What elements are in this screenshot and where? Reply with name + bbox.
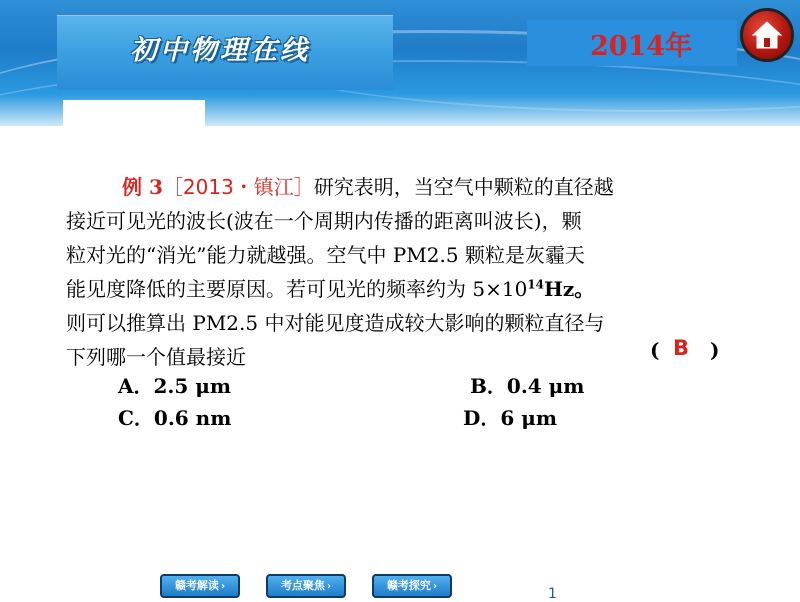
home-icon — [752, 19, 782, 51]
question-text: 能见度降低的主要原因。若可见光的频率约为 5×10 — [66, 277, 528, 301]
question-line-2: 接近可见光的波长(波在一个周期内传播的距离叫波长)，颗 — [66, 209, 582, 233]
option-c: C．0.6 nm — [118, 406, 232, 430]
nav-button-focus[interactable] — [266, 574, 346, 598]
option-b: B．0.4 μm — [470, 374, 585, 398]
question-text: 研究表明，当空气中颗粒的直径越 — [313, 175, 614, 199]
question-line-1 — [122, 170, 614, 204]
answer-value: B — [673, 336, 690, 360]
question-line-4 — [66, 272, 594, 306]
option-a: A．2.5 μm — [118, 374, 232, 398]
home-button[interactable] — [740, 8, 794, 62]
year-label: 2014年 — [590, 31, 693, 62]
question-line-3: 粒对光的“消光”能力就越强。空气中 PM2.5 颗粒是灰霾天 — [66, 243, 585, 267]
exponent: 14 — [527, 277, 544, 292]
unit-text: Hz。 — [544, 277, 595, 301]
question-line-6: 下列哪一个值最接近 — [66, 345, 246, 369]
question-line-5: 则可以推算出 PM2.5 中对能见度造成较大影响的颗粒直径与 — [66, 311, 605, 335]
option-d: D．6 μm — [463, 406, 558, 430]
question-label: 例 3 — [122, 175, 163, 199]
chevron-right-icon: › — [220, 581, 226, 592]
nav-label: 赣考探究 — [386, 579, 431, 592]
chevron-right-icon: › — [432, 581, 438, 592]
nav-label: 考点聚焦 — [280, 579, 325, 592]
header-banner — [0, 0, 800, 126]
question-source: ［2013・镇江］ — [162, 175, 314, 199]
answer-paren-close: ) — [710, 338, 720, 362]
chevron-right-icon: › — [326, 581, 332, 592]
nav-label: 赣考解读 — [174, 579, 219, 592]
nav-button-interpretation[interactable] — [160, 574, 240, 598]
nav-button-explore[interactable] — [372, 574, 452, 598]
header-tab — [63, 100, 205, 126]
site-title: 初中物理在线 — [130, 35, 310, 66]
answer-paren-open: ( — [650, 338, 660, 362]
page-number: 1 — [548, 586, 557, 602]
